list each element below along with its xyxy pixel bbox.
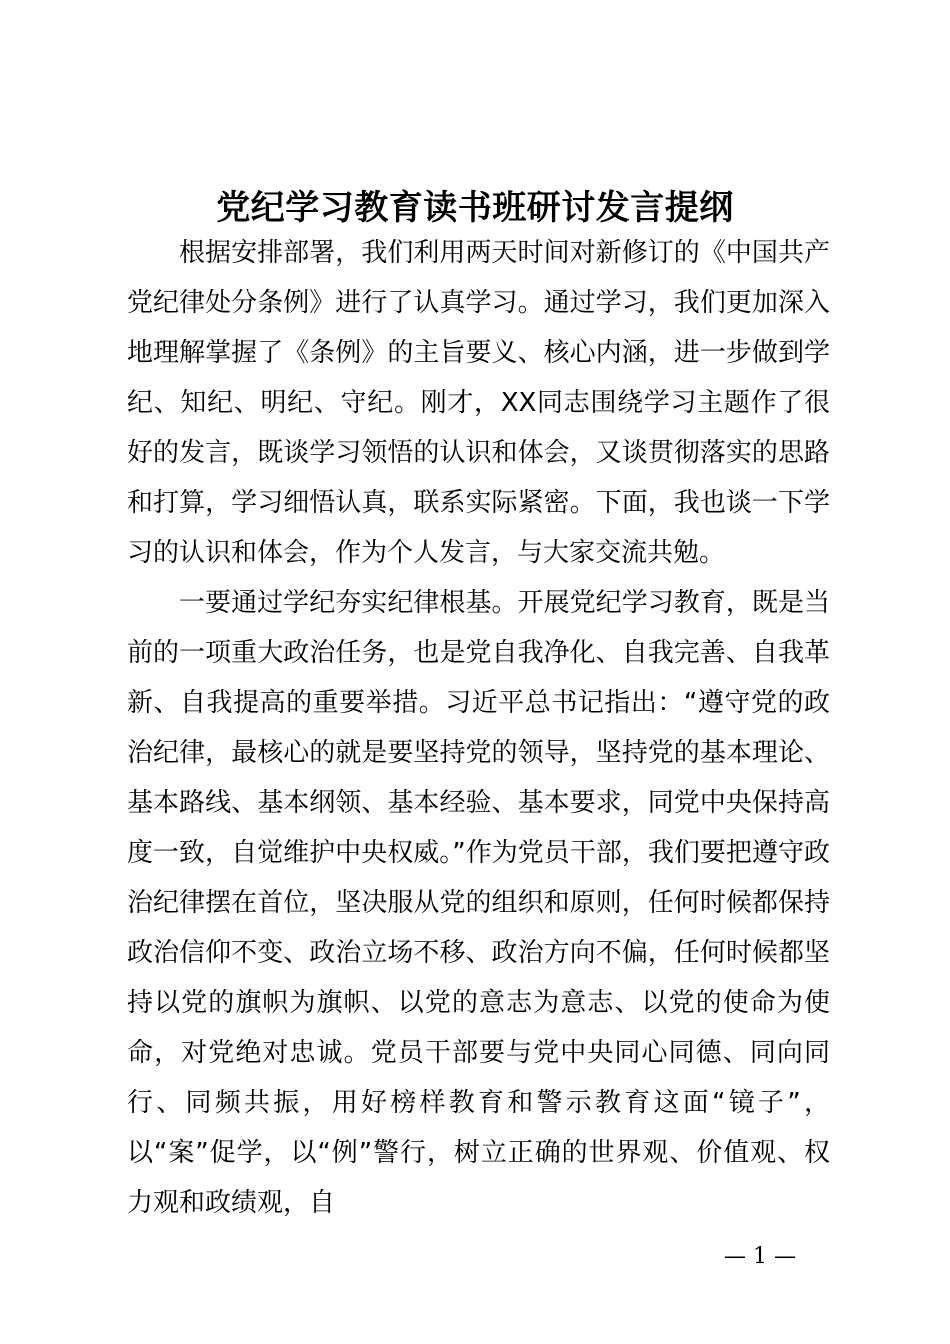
document-body [127, 228, 830, 1228]
document-title: 党纪学习教育读书班研讨发言提纲 [216, 188, 734, 228]
page-number: — 1 — [724, 1244, 796, 1269]
paragraph-point-one: 一要通过学纪夯实纪律根基。开展党纪学习教育，既是当前的一项重大政治任务，也是党自我净化、自我完善、自我革新、自我提高的重要举措。习近平总书记指出：“遵守党的政治纪律，最核心的就是要坚持党的领导，坚持党的基本理论、基本路线、基本纲领、基本经验、基本要求，同党中央保持高度一致，自觉维护中央权威。”作为党员干部，我们要把遵守政治纪律摆在首位，坚决服从党的组织和原则，任何时候都保持政治信仰不变、政治立场不移、政治方向不偏，任何时候都坚持以党的旗帜为旗帜、以党的意志为意志、以党的使命为使命，对党绝对忠诚。党员干部要与党中央同心同德、同向同行、同频共振，用好榜样教育和警示教育这面“镜子”，以“案”促学，以“例”警行，树立正确的世界观、价值观、权力观和政绩观，自 [127, 588, 830, 1218]
paragraph-intro: 根据安排部署，我们利用两天时间对新修订的《中国共产党纪律处分条例》进行了认真学习。通过学习，我们更加深入地理解掌握了《条例》的主旨要义、核心内涵，进一步做到学纪、知纪、明纪、守纪。刚才，XX同志围绕学习主题作了很好的发言，既谈学习领悟的认识和体会，又谈贯彻落实的思路和打算，学习细悟认真，联系实际紧密。下面，我也谈一下学习的认识和体会，作为个人发言，与大家交流共勉。 [127, 238, 830, 568]
